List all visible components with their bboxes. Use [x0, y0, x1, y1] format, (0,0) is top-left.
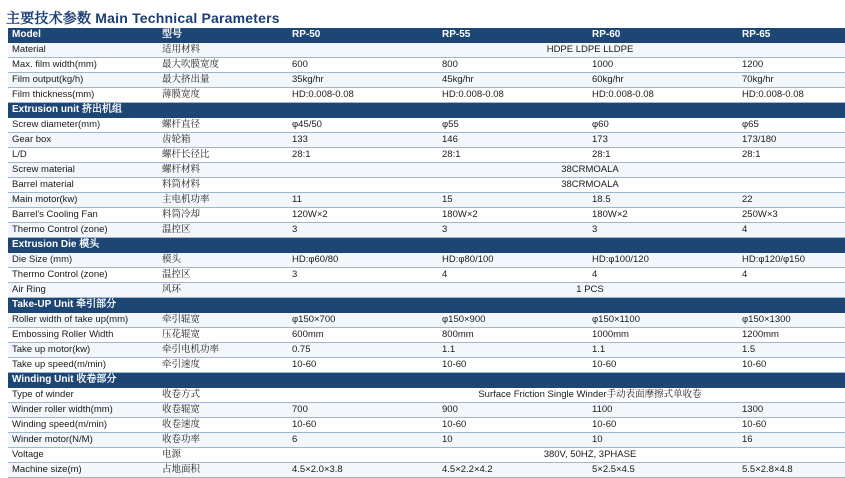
param-name-cn: 风环 — [158, 283, 288, 298]
param-name-cn: 螺杆长径比 — [158, 148, 288, 163]
param-value-rp55: φ150×900 — [438, 313, 588, 328]
page-title: 主要技术参数 Main Technical Parameters — [6, 10, 280, 26]
param-value-rp60: 10 — [588, 433, 738, 448]
table-row — [8, 448, 845, 463]
param-name-cn: 收卷方式 — [158, 388, 288, 403]
param-value-rp50: 600 — [288, 58, 438, 73]
param-name-en: Thermo Control (zone) — [8, 268, 158, 283]
param-value-rp55: φ55 — [438, 118, 588, 133]
param-value-rp55: HD:φ80/100 — [438, 253, 588, 268]
param-value-all-models: 38CRMOALA — [288, 163, 845, 178]
param-value-rp60: 4 — [588, 268, 738, 283]
param-value-rp60: 18.5 — [588, 193, 738, 208]
param-value-rp50: φ150×700 — [288, 313, 438, 328]
param-value-rp65: 10-60 — [738, 358, 845, 373]
param-value-rp50: 700 — [288, 403, 438, 418]
table-row — [8, 388, 845, 403]
table-row — [8, 223, 845, 238]
param-value-rp65: 22 — [738, 193, 845, 208]
table-row — [8, 433, 845, 448]
table-row — [8, 253, 845, 268]
table-row — [8, 463, 845, 478]
table-row — [8, 73, 845, 88]
param-value-rp60: 60kg/hr — [588, 73, 738, 88]
param-name-en: Machine size(m) — [8, 463, 158, 478]
param-value-all-models: HDPE LDPE LLDPE — [288, 43, 845, 58]
param-name-cn: 收卷速度 — [158, 418, 288, 433]
section-header-row — [8, 373, 845, 388]
param-value-rp55: 4 — [438, 268, 588, 283]
param-name-en: Thermo Control (zone) — [8, 223, 158, 238]
param-name-en: L/D — [8, 148, 158, 163]
param-value-rp50: 11 — [288, 193, 438, 208]
table-row — [8, 58, 845, 73]
param-value-rp65: 250W×3 — [738, 208, 845, 223]
param-value-rp65: 70kg/hr — [738, 73, 845, 88]
section-header-row — [8, 298, 845, 313]
param-name-cn: 料筒冷却 — [158, 208, 288, 223]
table-row — [8, 118, 845, 133]
param-value-rp60: HD:φ100/120 — [588, 253, 738, 268]
param-value-all-models: 38CRMOALA — [288, 178, 845, 193]
param-value-rp60: 3 — [588, 223, 738, 238]
table-row — [8, 178, 845, 193]
param-name-cn: 牵引速度 — [158, 358, 288, 373]
param-name-en: Material — [8, 43, 158, 58]
param-value-rp60: 1000 — [588, 58, 738, 73]
param-value-rp60: 180W×2 — [588, 208, 738, 223]
param-value-rp55: 800mm — [438, 328, 588, 343]
param-name-cn: 最大吹膜宽度 — [158, 58, 288, 73]
param-value-rp60: 173 — [588, 133, 738, 148]
param-value-rp55: 146 — [438, 133, 588, 148]
spec-table-body — [8, 28, 845, 478]
param-name-cn: 占地面积 — [158, 463, 288, 478]
param-name-en: Barrel material — [8, 178, 158, 193]
param-value-rp55: 4.5×2.2×4.2 — [438, 463, 588, 478]
param-value-rp65: 1200mm — [738, 328, 845, 343]
section-title: Winding Unit 收卷部分 — [8, 373, 845, 388]
param-name-en: Type of winder — [8, 388, 158, 403]
param-value-rp50: 0.75 — [288, 343, 438, 358]
param-value-rp60: 1100 — [588, 403, 738, 418]
table-row — [8, 268, 845, 283]
param-value-rp65: HD:φ120/φ150 — [738, 253, 845, 268]
param-value-rp55: 180W×2 — [438, 208, 588, 223]
table-row — [8, 208, 845, 223]
param-value-rp50: 3 — [288, 223, 438, 238]
table-header-row — [8, 28, 845, 43]
param-value-rp50: 35kg/hr — [288, 73, 438, 88]
param-value-rp60: 10-60 — [588, 358, 738, 373]
param-name-en: Voltage — [8, 448, 158, 463]
param-name-en: Winder roller width(mm) — [8, 403, 158, 418]
param-name-cn: 压花辊宽 — [158, 328, 288, 343]
param-value-rp55: 10 — [438, 433, 588, 448]
param-name-cn: 螺杆直径 — [158, 118, 288, 133]
table-row — [8, 418, 845, 433]
header-cell-rp60: RP-60 — [588, 28, 738, 43]
param-name-en: Screw diameter(mm) — [8, 118, 158, 133]
table-row — [8, 133, 845, 148]
param-value-all-models: 380V, 50HZ, 3PHASE — [288, 448, 845, 463]
param-value-rp60: 5×2.5×4.5 — [588, 463, 738, 478]
table-row — [8, 148, 845, 163]
param-value-rp55: 28:1 — [438, 148, 588, 163]
param-value-rp65: 5.5×2.8×4.8 — [738, 463, 845, 478]
param-value-rp50: 4.5×2.0×3.8 — [288, 463, 438, 478]
param-name-en: Take up speed(m/min) — [8, 358, 158, 373]
param-name-en: Take up motor(kw) — [8, 343, 158, 358]
section-header-row — [8, 103, 845, 118]
header-cell-model-cn: 型号 — [158, 28, 288, 43]
param-value-rp65: 16 — [738, 433, 845, 448]
table-row — [8, 193, 845, 208]
param-name-en: Gear box — [8, 133, 158, 148]
param-name-cn: 收卷功率 — [158, 433, 288, 448]
param-name-en: Screw material — [8, 163, 158, 178]
param-value-rp50: 3 — [288, 268, 438, 283]
param-value-rp55: 3 — [438, 223, 588, 238]
param-name-cn: 牵引辊宽 — [158, 313, 288, 328]
param-value-rp60: 28:1 — [588, 148, 738, 163]
param-value-rp65: φ150×1300 — [738, 313, 845, 328]
param-name-en: Winding speed(m/min) — [8, 418, 158, 433]
param-value-rp65: 4 — [738, 268, 845, 283]
param-value-rp50: 120W×2 — [288, 208, 438, 223]
header-cell-rp65: RP-65 — [738, 28, 845, 43]
param-name-cn: 螺杆材料 — [158, 163, 288, 178]
param-value-rp60: 1.1 — [588, 343, 738, 358]
param-name-cn: 牵引电机功率 — [158, 343, 288, 358]
param-value-rp50: 28:1 — [288, 148, 438, 163]
param-value-rp50: 6 — [288, 433, 438, 448]
param-name-cn: 收卷辊宽 — [158, 403, 288, 418]
param-name-cn: 最大挤出量 — [158, 73, 288, 88]
spec-table — [8, 28, 845, 478]
table-row — [8, 283, 845, 298]
param-name-cn: 料筒材料 — [158, 178, 288, 193]
param-value-rp65: 4 — [738, 223, 845, 238]
param-name-cn: 温控区 — [158, 223, 288, 238]
param-value-rp65: φ65 — [738, 118, 845, 133]
param-value-rp60: φ60 — [588, 118, 738, 133]
param-name-cn: 温控区 — [158, 268, 288, 283]
section-title: Extrusion Die 模头 — [8, 238, 845, 253]
param-value-rp50: HD:0.008-0.08 — [288, 88, 438, 103]
param-value-rp65: 28:1 — [738, 148, 845, 163]
param-name-en: Film thickness(mm) — [8, 88, 158, 103]
param-value-all-models: Surface Friction Single Winder手动表面摩擦式单收卷 — [288, 388, 845, 403]
param-value-rp55: 10-60 — [438, 358, 588, 373]
param-name-cn: 薄膜宽度 — [158, 88, 288, 103]
param-name-en: Main motor(kw) — [8, 193, 158, 208]
header-cell-rp50: RP-50 — [288, 28, 438, 43]
param-name-en: Air Ring — [8, 283, 158, 298]
param-value-rp50: 10-60 — [288, 418, 438, 433]
table-row — [8, 328, 845, 343]
param-value-rp55: 45kg/hr — [438, 73, 588, 88]
header-cell-rp55: RP-55 — [438, 28, 588, 43]
param-value-rp50: 133 — [288, 133, 438, 148]
param-value-rp65: HD:0.008-0.08 — [738, 88, 845, 103]
param-value-rp55: 10-60 — [438, 418, 588, 433]
param-value-all-models: 1 PCS — [288, 283, 845, 298]
table-row — [8, 88, 845, 103]
param-value-rp55: 15 — [438, 193, 588, 208]
param-value-rp65: 1200 — [738, 58, 845, 73]
param-name-cn: 适用材料 — [158, 43, 288, 58]
table-row — [8, 43, 845, 58]
param-value-rp65: 1.5 — [738, 343, 845, 358]
param-name-en: Film output(kg/h) — [8, 73, 158, 88]
param-name-cn: 主电机功率 — [158, 193, 288, 208]
param-value-rp50: φ45/50 — [288, 118, 438, 133]
param-value-rp65: 10-60 — [738, 418, 845, 433]
param-value-rp55: 1.1 — [438, 343, 588, 358]
param-name-cn: 模头 — [158, 253, 288, 268]
param-name-en: Roller width of take up(mm) — [8, 313, 158, 328]
table-row — [8, 343, 845, 358]
section-title: Extrusion unit 挤出机组 — [8, 103, 845, 118]
param-value-rp65: 1300 — [738, 403, 845, 418]
table-row — [8, 403, 845, 418]
param-value-rp60: φ150×1100 — [588, 313, 738, 328]
param-value-rp60: 1000mm — [588, 328, 738, 343]
param-value-rp65: 173/180 — [738, 133, 845, 148]
param-value-rp60: 10-60 — [588, 418, 738, 433]
param-name-en: Barrel's Cooling Fan — [8, 208, 158, 223]
param-value-rp55: 800 — [438, 58, 588, 73]
table-row — [8, 358, 845, 373]
param-name-cn: 齿轮箱 — [158, 133, 288, 148]
header-cell-model: Model — [8, 28, 158, 43]
param-value-rp60: HD:0.008-0.08 — [588, 88, 738, 103]
param-name-en: Embossing Roller Width — [8, 328, 158, 343]
param-value-rp55: HD:0.008-0.08 — [438, 88, 588, 103]
param-value-rp50: HD:φ60/80 — [288, 253, 438, 268]
section-title: Take-UP Unit 牵引部分 — [8, 298, 845, 313]
table-row — [8, 313, 845, 328]
param-value-rp50: 600mm — [288, 328, 438, 343]
param-value-rp55: 900 — [438, 403, 588, 418]
param-name-en: Max. film width(mm) — [8, 58, 158, 73]
param-name-en: Die Size (mm) — [8, 253, 158, 268]
param-name-en: Winder motor(N/M) — [8, 433, 158, 448]
table-row — [8, 163, 845, 178]
section-header-row — [8, 238, 845, 253]
param-value-rp50: 10-60 — [288, 358, 438, 373]
param-name-cn: 电源 — [158, 448, 288, 463]
